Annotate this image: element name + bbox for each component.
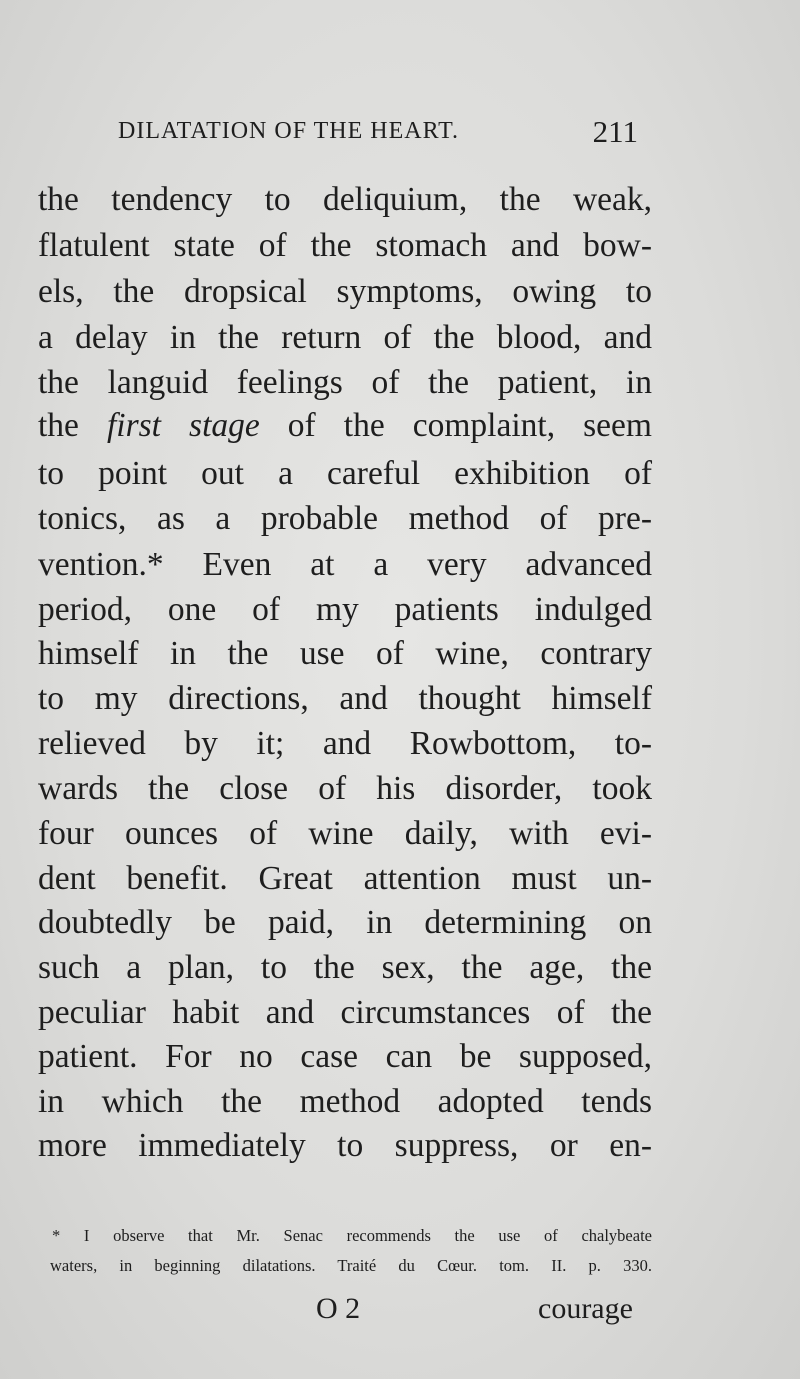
text-line: four ounces of wine daily, with evi-	[38, 815, 652, 852]
signature-mark: O 2	[316, 1292, 361, 1325]
catchword: courage	[538, 1292, 633, 1325]
text-line: period, one of my patients indulged	[38, 591, 652, 628]
text-line: patient. For no case can be supposed,	[38, 1038, 652, 1075]
text-line: to my directions, and thought himself	[38, 680, 652, 717]
text-line: more immediately to suppress, or en-	[38, 1127, 652, 1164]
text-line: the tendency to deliquium, the weak,	[38, 181, 652, 218]
text-line: vention.* Even at a very advanced	[38, 546, 652, 583]
text-line: the languid feelings of the patient, in	[38, 364, 652, 401]
text-line: a delay in the return of the blood, and	[38, 319, 652, 356]
text-line: himself in the use of wine, contrary	[38, 635, 652, 672]
text-run: the	[38, 407, 107, 444]
text-line: els, the dropsical symptoms, owing to	[38, 273, 652, 310]
text-line-with-italic	[38, 404, 652, 448]
text-line: doubtedly be paid, in determining on	[38, 904, 652, 941]
text-line: flatulent state of the stomach and bow-	[38, 227, 652, 264]
running-title: DILATATION OF THE HEART.	[118, 118, 460, 144]
text-line: to point out a careful exhibition of	[38, 455, 652, 492]
italic-text: first stage	[106, 407, 260, 444]
running-header	[118, 114, 638, 149]
text-run: of the complaint, seem	[259, 407, 652, 444]
footnote-line: * I observe that Mr. Senac recommends the use of chalybeate	[52, 1226, 652, 1245]
text-line: dent benefit. Great attention must un-	[38, 860, 652, 897]
page-number: 211	[592, 114, 638, 149]
text-line: such a plan, to the sex, the age, the	[38, 949, 652, 986]
footnote-line: waters, in beginning dilatations. Traité du Cœur. tom. II. p. 330.	[50, 1256, 652, 1275]
text-line: tonics, as a probable method of pre-	[38, 500, 652, 537]
text-line: peculiar habit and circumstances of the	[38, 994, 652, 1031]
text-line: in which the method adopted tends	[38, 1083, 652, 1120]
text-line: relieved by it; and Rowbottom, to-	[38, 725, 652, 762]
text-line: wards the close of his disorder, took	[38, 770, 652, 807]
